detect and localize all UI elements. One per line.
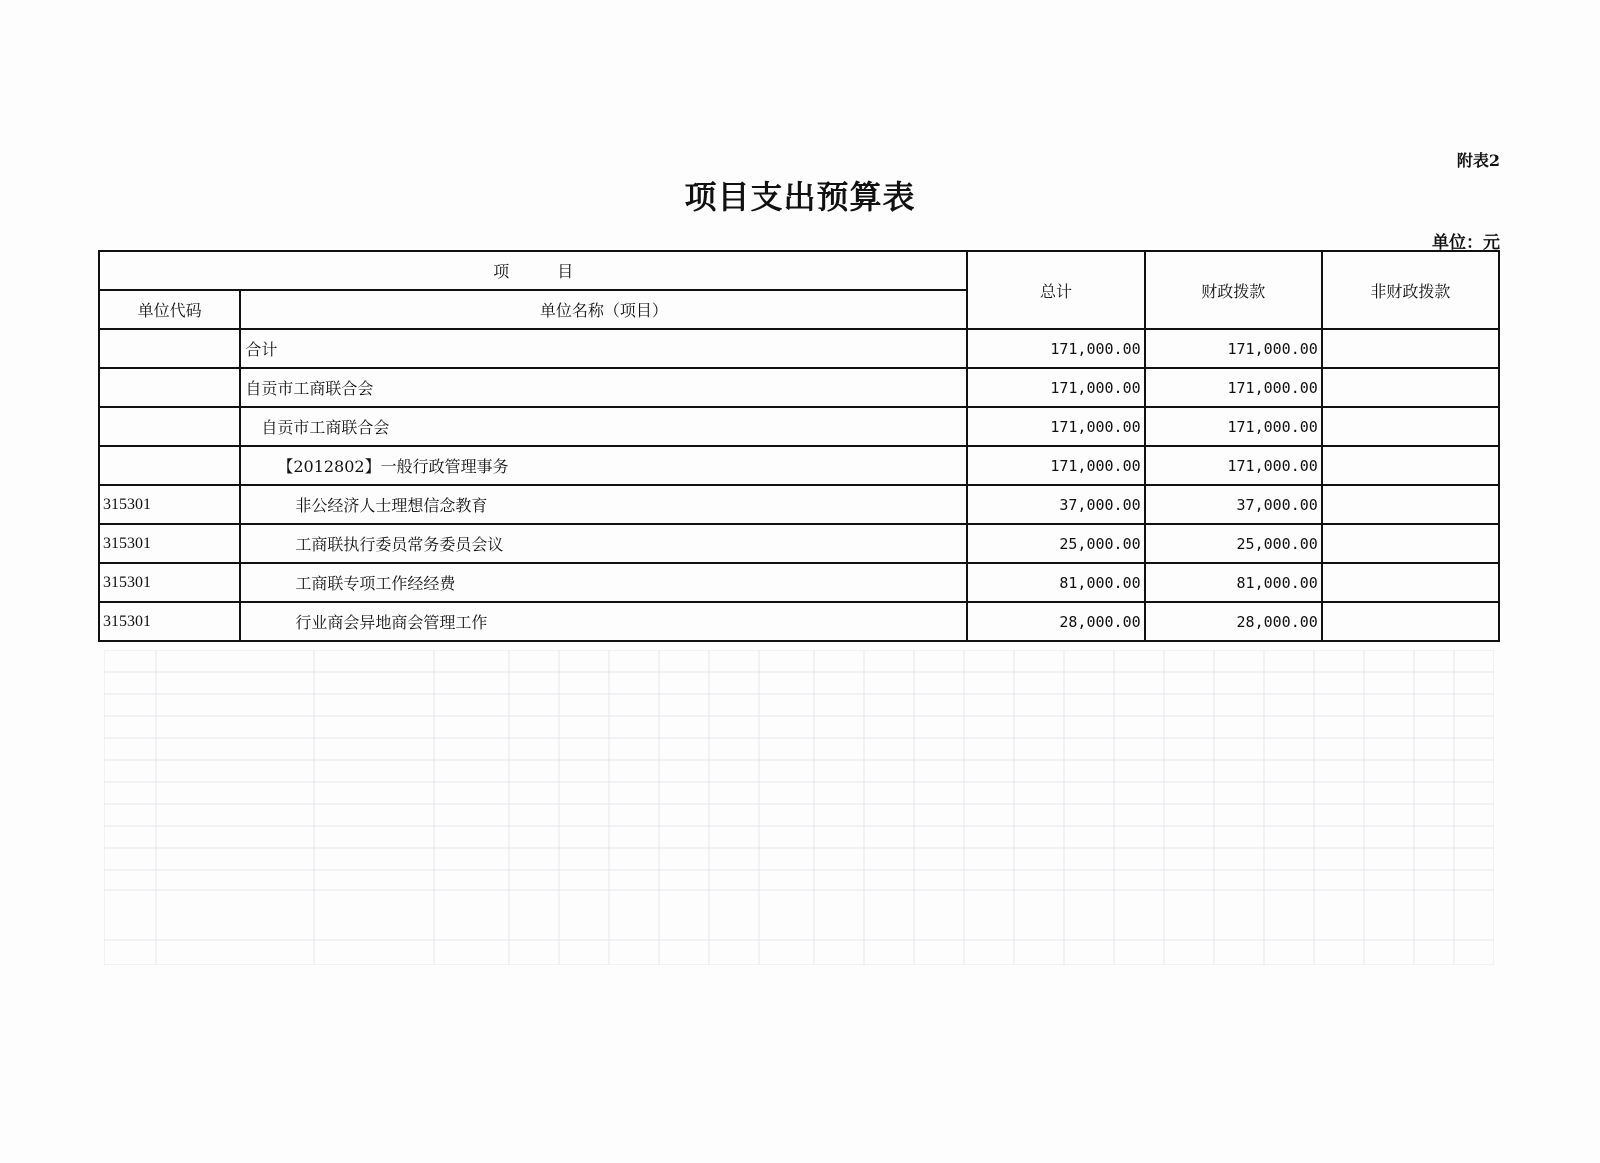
cell-non-fiscal: [1322, 446, 1499, 485]
cell-name: 合计: [240, 329, 967, 368]
cell-name: 自贡市工商联合会: [240, 407, 967, 446]
cell-code: [99, 329, 240, 368]
table-row: [99, 485, 1499, 524]
cell-name: 自贡市工商联合会: [240, 368, 967, 407]
table-row: [99, 446, 1499, 485]
cell-fiscal: 28,000.00: [1145, 602, 1322, 641]
cell-name: 【2012802】一般行政管理事务: [240, 446, 967, 485]
cell-non-fiscal: [1322, 602, 1499, 641]
cell-non-fiscal: [1322, 329, 1499, 368]
table-row: [99, 368, 1499, 407]
cell-fiscal: 171,000.00: [1145, 368, 1322, 407]
cell-fiscal: 171,000.00: [1145, 407, 1322, 446]
header-project: 项 目: [99, 251, 967, 290]
table-row: [99, 524, 1499, 563]
cell-fiscal: 171,000.00: [1145, 446, 1322, 485]
cell-total: 171,000.00: [967, 407, 1144, 446]
bleed-through-grid: [104, 650, 1494, 965]
header-unit-code: 单位代码: [99, 290, 240, 329]
cell-code: [99, 368, 240, 407]
header-non-fiscal: 非财政拨款: [1322, 251, 1499, 329]
table-row: [99, 563, 1499, 602]
page-title: 项目支出预算表: [684, 178, 916, 216]
table-row: [99, 602, 1499, 641]
cell-total: 171,000.00: [967, 446, 1144, 485]
cell-code: 315301: [99, 524, 240, 563]
cell-name: 非公经济人士理想信念教育: [240, 485, 967, 524]
header-fiscal: 财政拨款: [1145, 251, 1322, 329]
budget-table: [98, 250, 1500, 642]
header-row-1: [99, 251, 1499, 290]
table-row: [99, 329, 1499, 368]
cell-non-fiscal: [1322, 563, 1499, 602]
cell-code: [99, 407, 240, 446]
cell-name: 行业商会异地商会管理工作: [240, 602, 967, 641]
cell-total: 171,000.00: [967, 329, 1144, 368]
cell-code: 315301: [99, 602, 240, 641]
cell-code: [99, 446, 240, 485]
cell-code: 315301: [99, 563, 240, 602]
table-body: [99, 329, 1499, 641]
header-total: 总计: [967, 251, 1144, 329]
cell-total: 28,000.00: [967, 602, 1144, 641]
cell-total: 81,000.00: [967, 563, 1144, 602]
cell-non-fiscal: [1322, 524, 1499, 563]
cell-non-fiscal: [1322, 485, 1499, 524]
header-unit-name: 单位名称（项目）: [240, 290, 967, 329]
cell-fiscal: 81,000.00: [1145, 563, 1322, 602]
cell-name: 工商联执行委员常务委员会议: [240, 524, 967, 563]
cell-name: 工商联专项工作经经费: [240, 563, 967, 602]
cell-fiscal: 171,000.00: [1145, 329, 1322, 368]
cell-total: 37,000.00: [967, 485, 1144, 524]
cell-fiscal: 37,000.00: [1145, 485, 1322, 524]
unit-label: 单位：元: [1432, 233, 1500, 253]
table-row: [99, 407, 1499, 446]
cell-fiscal: 25,000.00: [1145, 524, 1322, 563]
cell-total: 25,000.00: [967, 524, 1144, 563]
cell-non-fiscal: [1322, 368, 1499, 407]
cell-total: 171,000.00: [967, 368, 1144, 407]
attachment-label: 附表2: [1456, 151, 1500, 170]
cell-code: 315301: [99, 485, 240, 524]
cell-non-fiscal: [1322, 407, 1499, 446]
